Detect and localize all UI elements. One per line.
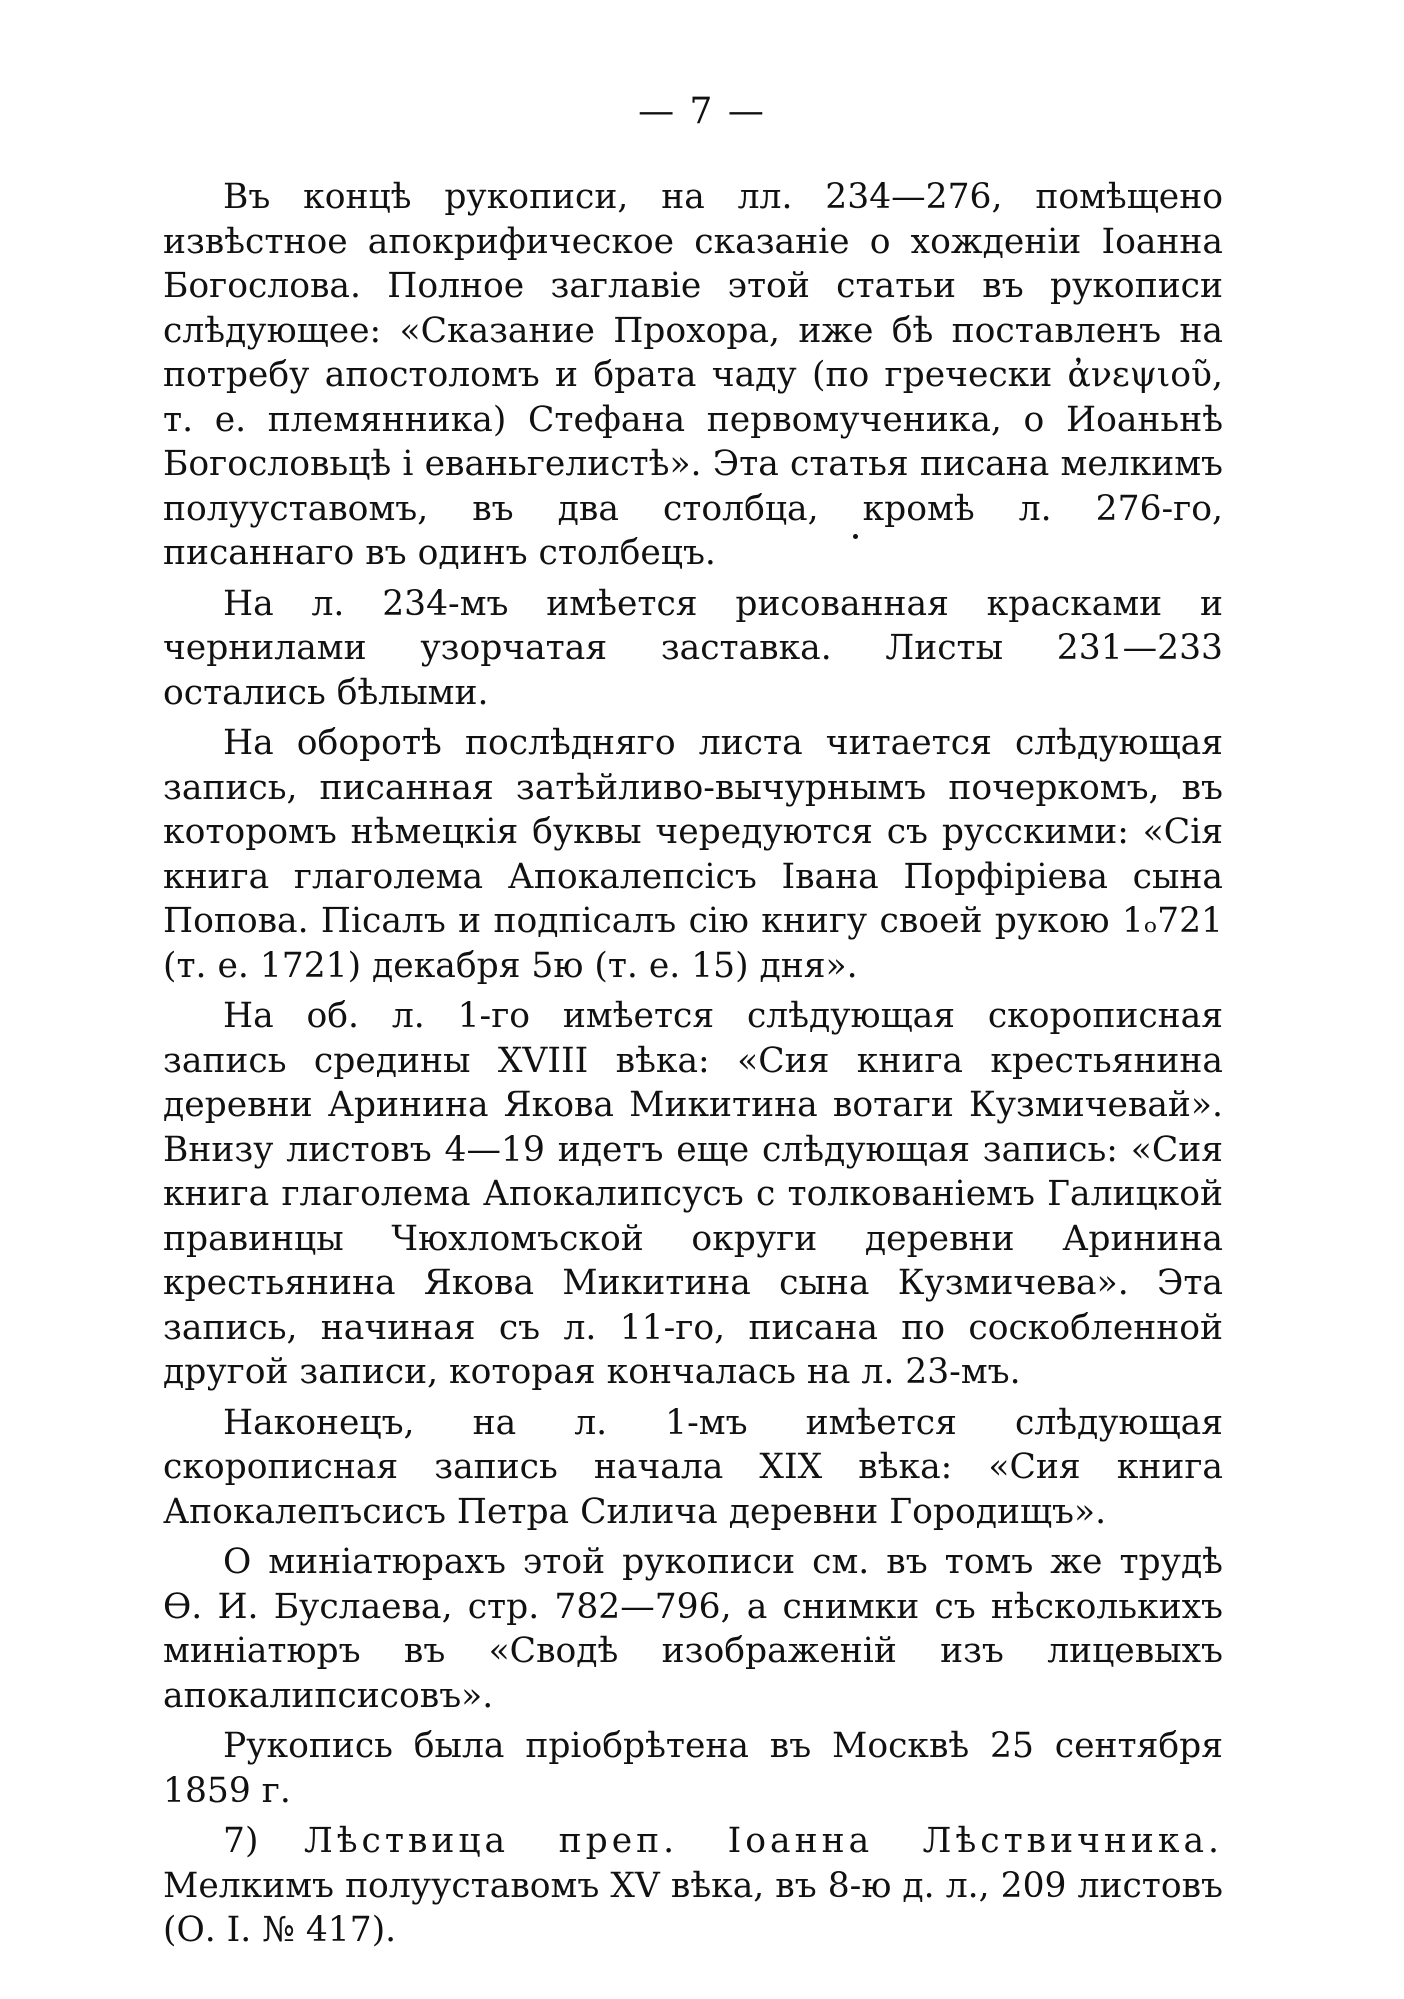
page-number: — 7 — bbox=[638, 91, 766, 132]
paragraph-miniatures: О миніатюрахъ этой рукописи см. въ томъ же трудѣ Ѳ. И. Буслаева, стр. 782—796, а снимки съ нѣсколькихъ миніатюръ въ «Сводѣ изображеній изъ лицевыхъ апокалипсисовъ». bbox=[163, 1542, 1223, 1716]
paragraph-xix-inscription: Наконецъ, на л. 1-мъ имѣется слѣдующая скорописная запись начала XIX вѣка: «Сия книга Апокалепъсисъ Петра Силича деревни Городищъ». bbox=[163, 1402, 1223, 1532]
body-text bbox=[163, 175, 1223, 1959]
paragraph-manuscript-end: Въ концѣ рукописи, на лл. 234—276, помѣщено извѣстное апокрифическое сказаніе о хожденіи Іоанна Богослова. Полное заглавіе этой статьи въ рукописи слѣдующее: «Сказание Прохора, иже бѣ поставленъ на потребу апостоломъ и брата чаду (по гречески ἀνεψιοῦ, т. е. племянника) Стефана первомученика, о Иоаньнѣ Богословьцѣ і еваньгелистѣ». Эта статья писана мелкимъ полууставомъ, въ два столбца, кромѣ л. 276-го, писаннаго въ одинъ столбецъ. bbox=[163, 177, 1223, 573]
paragraph-headpiece: На л. 234-мъ имѣется рисованная красками и чернилами узорчатая заставка. Листы 231—233 остались бѣлыми. bbox=[163, 583, 1223, 713]
paragraph-xviii-inscription: На об. л. 1-го имѣется слѣдующая скорописная запись средины XVIII вѣка: «Сия книга крестьянина деревни Аринина Якова Микитина вотаги Кузмичевай». Внизу листовъ 4—19 идетъ еще слѣдующая запись: «Сия книга глаголема Апокалипсусъ с толкованіемъ Галицкой правинцы Чюхломъской округи деревни Аринина крестьянина Якова Микитина сына Кузмичева». Эта запись, начиная съ л. 11-го, писана по соскобленной другой записи, которая кончалась на л. 23-мъ. bbox=[163, 996, 1223, 1392]
item-description: Мелкимъ полууставомъ XV вѣка, въ 8-ю д. л., 209 листовъ (О. I. № 417). bbox=[163, 1865, 1223, 1950]
catalog-item bbox=[163, 1819, 1223, 1953]
paragraph-acquisition: Рукопись была пріобрѣтена въ Москвѣ 25 сентября 1859 г. bbox=[163, 1726, 1223, 1811]
item-number: 7) bbox=[223, 1821, 259, 1861]
paragraph-last-leaf-inscription: На оборотѣ послѣдняго листа читается слѣдующая запись, писанная затѣйливо-вычурнымъ почеркомъ, въ которомъ нѣмецкія буквы чередуются съ русскими: «Сія книга глаголема Апокалепсісъ Івана Порфіріева сына Попова. Пісалъ и подпісалъ сію книгу своей рукою 1ₒ721 (т. е. 1721) декабря 5ю (т. е. 15) дня». bbox=[163, 723, 1223, 986]
print-speck bbox=[853, 534, 858, 539]
item-title: Лѣствица преп. Іоанна Лѣствичника. bbox=[303, 1821, 1223, 1861]
